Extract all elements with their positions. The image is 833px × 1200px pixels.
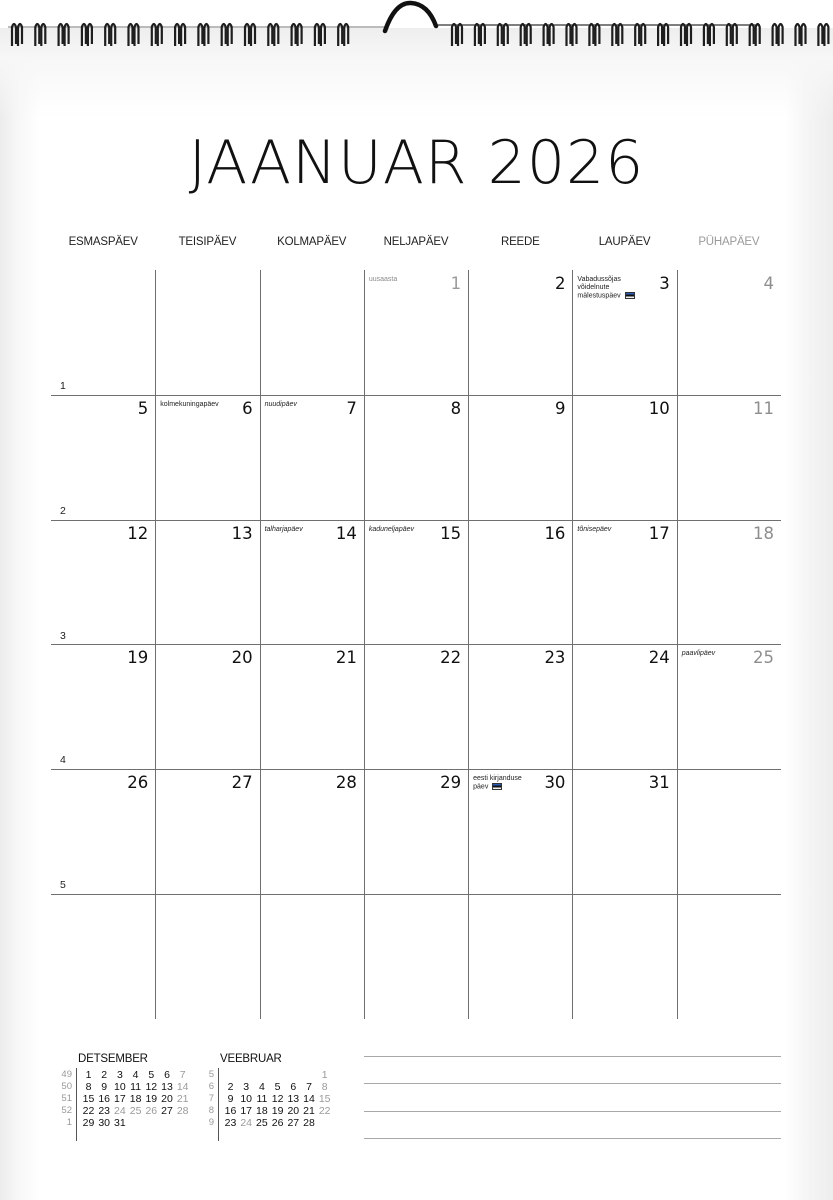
day-cell[interactable] — [677, 769, 781, 894]
mini-day: 4 — [258, 1081, 265, 1093]
day-note-text: kolmekuningapäev — [160, 400, 219, 408]
mini-day: 10 — [114, 1081, 126, 1093]
day-number: 23 — [544, 648, 566, 668]
day-number: 21 — [335, 648, 357, 668]
day-cell[interactable] — [677, 395, 781, 520]
day-note — [473, 775, 535, 791]
day-note-text: uusaasta — [368, 276, 398, 283]
mini-day: 19 — [145, 1093, 158, 1105]
day-cell[interactable] — [572, 769, 676, 894]
day-number: 5 — [137, 398, 149, 418]
mini-calendar-separator — [76, 1068, 77, 1141]
mini-week-number: 50 — [61, 1081, 72, 1092]
mini-day: 23 — [98, 1105, 111, 1117]
mini-day: 7 — [179, 1069, 186, 1081]
mini-week-number: 52 — [61, 1105, 72, 1116]
mini-day: 5 — [274, 1081, 281, 1093]
weekday-header-6: LAUPÄEV — [598, 236, 651, 248]
week-number: 4 — [60, 754, 66, 767]
day-cell[interactable] — [677, 520, 781, 645]
day-note — [265, 526, 327, 534]
mini-day: 28 — [303, 1117, 315, 1129]
day-number: 28 — [335, 773, 357, 793]
day-cell[interactable] — [468, 769, 572, 894]
month-title: JAANUAR 2026 — [188, 128, 645, 198]
day-note-text: paavlipäev — [681, 650, 716, 658]
day-cell[interactable] — [364, 395, 468, 520]
day-note-text: talharjapäev — [264, 525, 303, 533]
day-cell[interactable] — [572, 520, 676, 645]
mini-day: 22 — [82, 1105, 95, 1117]
day-number: 11 — [753, 398, 774, 418]
spiral-binding — [0, 0, 833, 60]
mini-day: 24 — [240, 1117, 253, 1129]
day-cell[interactable] — [51, 894, 155, 1019]
notes-line[interactable] — [364, 1056, 781, 1057]
day-number: 27 — [231, 773, 253, 793]
mini-week-number: 9 — [208, 1117, 214, 1128]
day-number: 14 — [335, 523, 357, 543]
day-number: 4 — [763, 274, 774, 293]
flag-icon — [492, 783, 502, 790]
weekday-header-5: REEDE — [500, 236, 540, 248]
mini-calendar-separator — [218, 1068, 219, 1141]
day-cell[interactable] — [468, 644, 572, 769]
day-note-text: nuudipäev — [264, 400, 297, 408]
day-note-text: eesti kirjanduse päev — [473, 775, 522, 791]
day-note-text: kaduneljapäev — [368, 525, 414, 533]
mini-day: 27 — [161, 1105, 173, 1117]
day-number: 12 — [127, 523, 149, 543]
day-number: 3 — [659, 274, 670, 293]
spiral-binding-icon — [0, 0, 833, 60]
month-grid — [51, 270, 781, 1019]
mini-day: 17 — [114, 1093, 126, 1105]
mini-day: 24 — [114, 1105, 126, 1117]
day-cell[interactable] — [364, 644, 468, 769]
mini-day: 10 — [240, 1093, 253, 1105]
day-cell[interactable] — [364, 769, 468, 894]
day-cell[interactable] — [260, 395, 364, 520]
day-cell[interactable] — [260, 520, 364, 645]
mini-day: 2 — [101, 1069, 108, 1081]
day-cell[interactable] — [155, 644, 259, 769]
day-note — [369, 526, 431, 534]
day-cell[interactable] — [51, 395, 155, 520]
day-number: 8 — [450, 398, 462, 418]
mini-day: 29 — [82, 1117, 95, 1129]
day-number: 30 — [544, 773, 566, 793]
day-number: 9 — [554, 398, 566, 418]
day-number: 22 — [440, 648, 462, 668]
weekday-header-1: ESMASPÄEV — [68, 236, 138, 248]
day-cell[interactable] — [51, 769, 155, 894]
day-note — [682, 650, 744, 658]
weekday-header-4: NELJAPÄEV — [383, 236, 449, 248]
mini-week-number: 6 — [208, 1081, 214, 1092]
mini-day: 6 — [290, 1081, 297, 1093]
day-cell[interactable] — [155, 769, 259, 894]
day-number: 6 — [242, 398, 253, 418]
mini-calendar-title: DETSEMBER — [78, 1053, 148, 1065]
day-note — [577, 526, 639, 534]
day-cell[interactable] — [51, 270, 155, 395]
mini-day: 11 — [130, 1081, 142, 1093]
mini-day: 20 — [161, 1093, 173, 1105]
day-number: 31 — [648, 773, 670, 793]
mini-day: 20 — [287, 1105, 300, 1117]
notes-line[interactable] — [364, 1083, 781, 1084]
mini-day: 21 — [303, 1105, 315, 1117]
day-cell[interactable] — [155, 395, 259, 520]
day-cell[interactable] — [468, 395, 572, 520]
mini-day: 15 — [82, 1093, 95, 1105]
mini-week-number: 49 — [61, 1069, 72, 1080]
day-cell[interactable] — [155, 270, 259, 395]
day-cell[interactable] — [468, 520, 572, 645]
day-number: 10 — [648, 398, 670, 418]
day-cell[interactable] — [572, 395, 676, 520]
day-number: 2 — [554, 274, 566, 293]
day-cell[interactable] — [677, 270, 781, 395]
mini-day: 21 — [176, 1093, 189, 1105]
day-cell[interactable] — [572, 270, 676, 395]
day-number: 24 — [648, 648, 670, 668]
mini-day: 14 — [176, 1081, 189, 1093]
day-number: 26 — [127, 773, 149, 793]
mini-day: 15 — [318, 1093, 331, 1105]
week-number: 3 — [60, 629, 66, 642]
day-note — [265, 401, 327, 409]
day-cell[interactable] — [677, 894, 781, 1019]
mini-day: 3 — [116, 1069, 123, 1081]
day-cell[interactable] — [260, 644, 364, 769]
mini-day: 17 — [240, 1105, 253, 1117]
mini-day: 30 — [98, 1117, 111, 1129]
day-cell[interactable] — [155, 520, 259, 645]
weekday-header-2: TEISIPÄEV — [178, 236, 237, 248]
week-number: 2 — [60, 504, 66, 517]
day-cell[interactable] — [677, 644, 781, 769]
mini-week-number: 51 — [61, 1093, 72, 1104]
day-number: 16 — [544, 523, 566, 543]
day-number: 25 — [753, 648, 774, 668]
day-cell[interactable] — [260, 894, 364, 1019]
day-number: 29 — [440, 773, 462, 793]
mini-day: 16 — [224, 1105, 237, 1117]
mini-week-number: 7 — [208, 1093, 214, 1104]
day-cell[interactable] — [364, 520, 468, 645]
mini-day: 6 — [164, 1069, 170, 1081]
week-number: 5 — [60, 879, 66, 892]
mini-week-number: 8 — [208, 1105, 214, 1116]
mini-day: 8 — [85, 1081, 92, 1093]
mini-day: 1 — [85, 1069, 92, 1081]
mini-day: 9 — [227, 1093, 234, 1105]
mini-day: 4 — [132, 1069, 139, 1081]
day-cell[interactable] — [51, 644, 155, 769]
day-cell[interactable] — [51, 520, 155, 645]
day-cell[interactable] — [364, 270, 468, 395]
mini-day: 26 — [271, 1117, 284, 1129]
weekday-header-3: KOLMAPÄEV — [277, 236, 347, 248]
mini-day: 18 — [256, 1105, 268, 1117]
day-note — [160, 401, 222, 409]
week-number: 1 — [60, 380, 66, 392]
day-number: 19 — [127, 648, 149, 668]
mini-day: 16 — [98, 1093, 111, 1105]
weekday-header-7: PÜHAPÄEV — [698, 236, 760, 248]
mini-day: 26 — [145, 1105, 158, 1117]
mini-day: 3 — [243, 1081, 250, 1093]
mini-day: 18 — [129, 1093, 142, 1105]
mini-day: 14 — [303, 1093, 315, 1105]
day-cell[interactable] — [260, 270, 364, 395]
mini-day: 13 — [287, 1093, 300, 1105]
mini-day: 25 — [256, 1117, 268, 1129]
mini-day: 7 — [306, 1081, 312, 1093]
mini-week-number: 1 — [66, 1117, 72, 1128]
mini-day: 13 — [161, 1081, 173, 1093]
day-cell[interactable] — [468, 894, 572, 1019]
mini-day: 22 — [318, 1105, 331, 1117]
mini-day: 8 — [321, 1081, 328, 1093]
day-note — [577, 276, 639, 300]
mini-calendar-title: VEEBRUAR — [220, 1053, 282, 1065]
day-number: 7 — [346, 398, 357, 418]
mini-day: 28 — [176, 1105, 189, 1117]
day-number: 18 — [753, 523, 774, 543]
day-number: 15 — [440, 523, 462, 543]
weekday-header-row — [51, 236, 781, 252]
notes-line[interactable] — [364, 1138, 781, 1139]
mini-day: 11 — [256, 1093, 268, 1105]
day-note — [369, 276, 431, 284]
day-cell[interactable] — [572, 894, 676, 1019]
day-number: 20 — [231, 648, 253, 668]
flag-icon — [625, 292, 635, 299]
day-number: 17 — [648, 523, 670, 543]
day-note-text: tõnisepäev — [577, 525, 612, 533]
notes-line[interactable] — [364, 1111, 781, 1112]
day-cell[interactable] — [572, 644, 676, 769]
mini-day: 19 — [271, 1105, 284, 1117]
mini-day: 9 — [101, 1081, 108, 1093]
mini-day: 31 — [114, 1117, 126, 1129]
day-cell[interactable] — [155, 894, 259, 1019]
day-cell[interactable] — [364, 894, 468, 1019]
mini-day: 2 — [227, 1081, 234, 1093]
mini-day: 12 — [145, 1081, 158, 1093]
mini-day: 25 — [129, 1105, 142, 1117]
mini-day: 1 — [321, 1069, 328, 1081]
day-cell[interactable] — [260, 769, 364, 894]
mini-day: 23 — [224, 1117, 237, 1129]
mini-day: 12 — [271, 1093, 284, 1105]
day-note-text: Vabadussõjas võidelnute mälestuspäev — [577, 276, 621, 300]
mini-day: 27 — [287, 1117, 300, 1129]
day-number: 1 — [450, 274, 462, 293]
day-number: 13 — [231, 523, 253, 543]
mini-week-number: 5 — [208, 1069, 214, 1080]
mini-day: 5 — [148, 1069, 155, 1081]
day-cell[interactable] — [468, 270, 572, 395]
